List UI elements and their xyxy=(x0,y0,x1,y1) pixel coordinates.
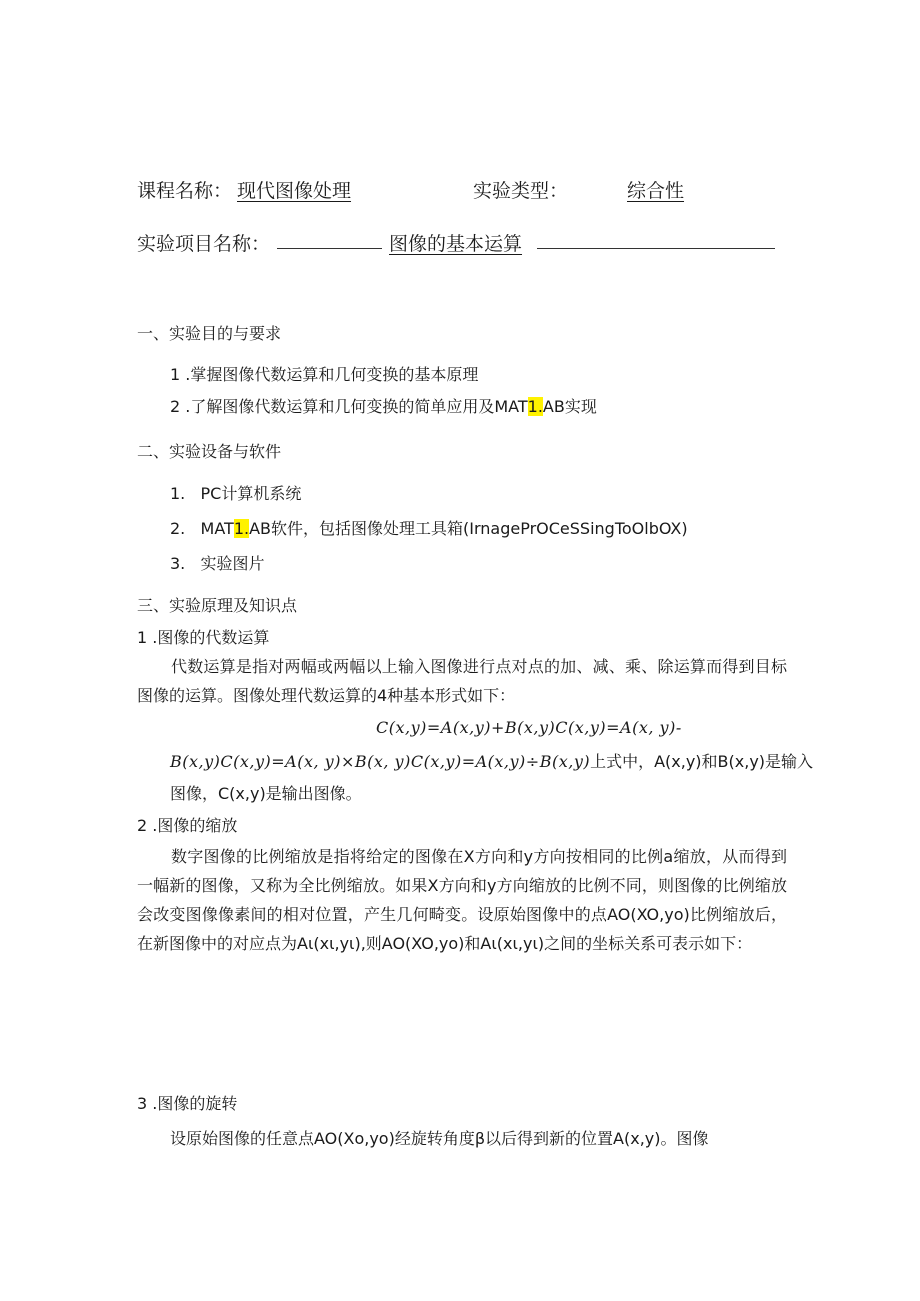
list-item: 2 .了解图像代数运算和几何变换的简单应用及MAT1.AB实现 xyxy=(170,397,597,416)
formula-line: C(x,y)=A(x,y)+B(x,y)C(x,y)=A(x, y)- xyxy=(376,718,682,737)
project-label: 实验项目名称： xyxy=(137,233,271,255)
project-underline-left xyxy=(277,248,382,249)
type-label: 实验类型： xyxy=(473,180,569,202)
project-value: 图像的基本运算 xyxy=(389,233,523,255)
list-item: 1 .掌握图像代数运算和几何变换的基本原理 xyxy=(170,365,479,384)
section-heading-3: 三、实验原理及知识点 xyxy=(137,596,298,615)
formula-explanation: 图像，C(x,y)是输出图像。 xyxy=(170,784,362,803)
subsection-heading: 1 .图像的代数运算 xyxy=(137,628,270,647)
paragraph-algebra: 代数运算是指对两幅或两幅以上输入图像进行点对点的加、减、乘、除运算而得到目标图像的运算。图像处理代数运算的4种基本形式如下： xyxy=(137,657,787,705)
section-heading-1: 一、实验目的与要求 xyxy=(137,324,282,343)
type-value: 综合性 xyxy=(627,180,685,202)
paragraph-scaling: 数字图像的比例缩放是指将给定的图像在X方向和y方向按相同的比例a缩放，从而得到一幅新的图像，又称为全比例缩放。如果X方向和y方向缩放的比例不同，则图像的比例缩放会改变图像像素间的相对位置，产生几何畸变。设原始图像中的点AO(XO,yo)比例缩放后，在新图像中的对应点为Aι(xι,yι),则AO(XO,yo)和Aι(xι,yι)之间的坐标关系可表示如下： xyxy=(137,847,787,953)
list-item: 2. MAT1.AB软件，包括图像处理工具箱(IrnagePrOCeSSingToOlbOX) xyxy=(170,519,688,538)
list-item: 1. PC计算机系统 xyxy=(170,484,302,503)
course-label: 课程名称： xyxy=(137,180,233,202)
highlight-mark: 1. xyxy=(233,519,250,538)
subsection-heading: 3 .图像的旋转 xyxy=(137,1094,238,1113)
highlight-mark: 1. xyxy=(527,397,543,416)
paragraph-rotation: 设原始图像的任意点AO(Xo,yo)经旋转角度β以后得到新的位置A(x,y)。图像 xyxy=(170,1129,709,1148)
section-heading-2: 二、实验设备与软件 xyxy=(137,442,282,461)
subsection-heading: 2 .图像的缩放 xyxy=(137,816,238,835)
course-value: 现代图像处理 xyxy=(237,180,352,202)
formula-line: B(x,y)C(x,y)=A(x, y)×B(x, y)C(x,y)=A(x,y)÷B(x,y)上式中，A(x,y)和B(x,y)是输入 xyxy=(170,752,814,771)
project-underline-right xyxy=(537,248,775,249)
list-item: 3. 实验图片 xyxy=(170,554,265,573)
